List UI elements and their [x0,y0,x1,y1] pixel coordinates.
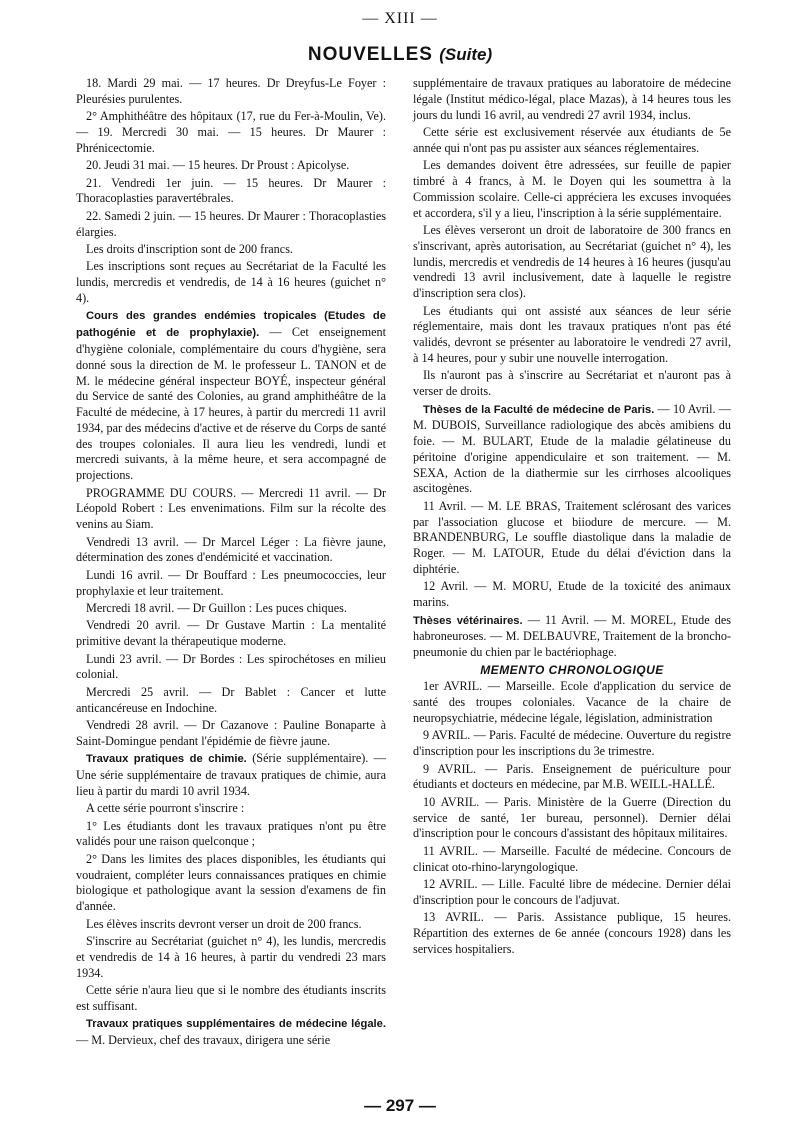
paragraph-text: Lundi 16 avril. — Dr Bouffard : Les pneumococcies, leur prophylaxie et leur traitement. [76,567,386,598]
paragraph-text: 2° Amphithéâtre des hôpitaux (17, rue du Fer-à-Moulin, Ve). — 19. Mercredi 30 mai. — 15 heures. Dr Maurer : Phrénicectomie. [76,109,386,155]
memento-heading: MEMENTO CHRONOLOGIQUE [480,662,664,677]
paragraph-text: Cette série n'aura lieu que si le nombre des étudiants inscrits est suffisant. [76,982,386,1013]
paragraph-text: Mercredi 18 avril. — Dr Guillon : Les puces chiques. [86,601,347,616]
page-number: — 297 — [364,1096,436,1115]
paragraph-text: 11 Avril. — M. LE BRAS, Traitement sclérosant des varices par l'association glucose et biiodure de mercure. — M. BRANDENBURG, Le souffle diastolique dans la maladie de Roger. — M. LATOUR, Etude du délai d'éviction dans la diphtérie. [413,498,731,577]
paragraph [413,579,731,611]
paragraph [413,844,731,876]
paragraph [76,1016,386,1049]
paragraph-text: Vendredi 13 avril. — Dr Marcel Léger : La fièvre jaune, détermination des zones d'endémicité et vaccination. [76,534,386,565]
paragraph-text: 22. Samedi 2 juin. — 15 heures. Dr Maurer : Thoracoplasties élargies. [76,208,386,239]
paragraph-text: 12 Avril. — M. MORU, Etude de la toxicité des animaux marins. [413,579,731,610]
paragraph-text: Mercredi 25 avril. — Dr Bablet : Cancer et lutte anticancéreuse en Indochine. [76,684,386,715]
paragraph [413,728,731,760]
paragraph-heading: Travaux pratiques de chimie. [86,753,247,766]
paragraph-text: 1er AVRIL. — Marseille. Ecole d'application du service de santé des troupes coloniales. Vacance de la chaire de neuropsychiatrie, médecine légale, législation, administration [413,679,731,726]
paragraph-heading: Cours des grandes endémies tropicales (Etudes de pathogénie et de prophylaxie). [76,310,386,340]
paragraph [413,795,731,842]
paragraph [413,402,731,498]
paragraph-heading: Thèses vétérinaires. [413,614,523,627]
paragraph-heading: Travaux pratiques supplémentaires de médecine légale. [86,1018,386,1031]
paragraph [413,125,731,157]
paragraph [76,486,386,533]
paragraph [413,762,731,794]
paragraph [76,259,386,306]
right-column [413,76,731,959]
paragraph-text: 12 AVRIL. — Lille. Faculté libre de médecine. Dernier délai d'inscription pour le concours de l'adjuvat. [413,876,731,907]
section-subtitle: (Suite) [439,45,493,64]
paragraph [76,685,386,717]
paragraph [76,601,386,617]
paragraph-text: 10 AVRIL. — Paris. Ministère de la Guerre (Direction du service de santé, 1er bureau, personnel). Dernier délai d'inscription pour le concours d'assistant des hôpitaux militaires. [413,794,731,841]
paragraph-text: (Série supplémentaire). — Une série supplémentaire de travaux pratiques de chimie, aura lieu à partir du mardi 10 avril 1934. [76,751,386,798]
paragraph-text: A cette série pourront s'inscrire : [86,801,245,816]
paragraph [76,158,386,174]
paragraph-text: 2° Dans les limites des places disponibles, les étudiants qui voudraient, compléter leurs connaissances pratiques en chimie biologique et pathologique avant la session d'examens de fin d'année. [76,851,386,914]
paragraph-text: Vendredi 20 avril. — Dr Gustave Martin : La mentalité primitive devant la thérapeutique moderne. [76,618,386,649]
paragraph-text: 11 AVRIL. — Marseille. Faculté de médecine. Concours de clinicat oto-rhino-laryngologique. [413,843,731,874]
section-title-text: NOUVELLES [307,44,433,65]
paragraph-text: 9 AVRIL. — Paris. Faculté de médecine. Ouverture du registre d'inscription pour les inscriptions du 3e trimestre. [413,728,731,759]
paragraph-text: Lundi 23 avril. — Dr Bordes : Les spirochétoses en milieu colonial. [76,651,386,682]
paragraph-text: Les inscriptions sont reçues au Secrétariat de la Faculté les lundis, mercredis et vendredis, de 14 à 16 heures (guichet n° 4). [76,259,386,305]
paragraph-text: — M. Dervieux, chef des travaux, dirigera une série [76,1032,331,1047]
paragraph-text: 13 AVRIL. — Paris. Assistance publique, 15 heures. Répartition des externes de 6e année (concours 1928) dans les services hospitaliers. [413,910,731,956]
paragraph-text: — 11 Avril. — M. MOREL, Etude des habroneuroses. — M. DELBAUVRE, Traitement de la broncho-pneumonie du chien par le bactériophage. [413,612,731,660]
paragraph [413,76,731,123]
paragraph-text: Vendredi 28 avril. — Dr Cazanove : Pauline Bonaparte à Saint-Domingue pendant l'épidémie de fièvre jaune. [76,717,386,748]
paragraph-text: 21. Vendredi 1er juin. — 15 heures. Dr Maurer : Thoracoplasties paravertébrales. [76,175,386,206]
paragraph [413,613,731,661]
paragraph [76,568,386,600]
paragraph [413,158,731,221]
paragraph [413,910,731,957]
paragraph [76,718,386,750]
paragraph-text: 9 AVRIL. — Paris. Enseignement de puériculture pour étudiants et docteurs en médecine, par M.B. WEILL-HALLÉ. [413,761,731,792]
paragraph [413,877,731,909]
paragraph [76,751,386,799]
roman-page-number: — XIII — [362,10,438,27]
paragraph [76,852,386,915]
paragraph [413,499,731,578]
paragraph [76,109,386,156]
paragraph-text: 1° Les étudiants dont les travaux pratiques n'ont pu être validés pour une raison quelconque ; [76,818,386,849]
paragraph-text: Les élèves verseront un droit de laboratoire de 300 francs en s'inscrivant, après autorisation, au Secrétariat (guichet n° 4), les lundis, mercredis et vendredis de 14 heures à 16 heures (jusqu'au vendredi 13 avril inclusivement, date à laquelle le registre d'inscription sera clos). [413,222,731,301]
paragraph [76,801,386,817]
paragraph [76,242,386,258]
paragraph [413,368,731,400]
paragraph-text: 18. Mardi 29 mai. — 17 heures. Dr Dreyfus-Le Foyer : Pleurésies purulentes. [76,76,386,106]
paragraph-text: PROGRAMME DU COURS. — Mercredi 11 avril. — Dr Léopold Robert : Les envenimations. Film sur la récolte des venins au Siam. [76,485,386,532]
paragraph-text: Les droits d'inscription sont de 200 francs. [86,241,293,256]
paragraph [76,917,386,933]
paragraph [76,176,386,208]
section-title [0,44,800,66]
paragraph-text: 20. Jeudi 31 mai. — 15 heures. Dr Proust : Apicolyse. [86,158,350,173]
paragraph [76,652,386,684]
paragraph-text: Les demandes doivent être adressées, sur feuille de papier timbré à 4 francs, à M. le Doyen qui les soumettra à la Commission scolaire. Celle-ci appréciera les excuses invoquées et accordera, s'il y a lieu, l'inscription à la série supplémentaire. [413,158,731,220]
paragraph-text: Les élèves inscrits devront verser un droit de 200 francs. [86,916,362,931]
paragraph [413,304,731,367]
paragraph-text: S'inscrire au Secrétariat (guichet n° 4), les lundis, mercredis et vendredis de 14 à 16 heures, à partir du vendredi 23 mars 1934. [76,933,386,980]
paragraph [413,223,731,302]
paragraph [76,308,386,484]
paragraph-text: Les étudiants qui ont assisté aux séances de leur série réglementaire, mais dont les travaux pratiques n'ont pas été validés, devront se présenter au laboratoire le vendredi 27 avril, à 14 heures, pour y subir une nouvelle interrogation. [413,303,731,365]
paragraph [76,618,386,650]
paragraph-text: supplémentaire de travaux pratiques au laboratoire de médecine légale (Institut médico-légal, place Mazas), à 14 heures tous les jours du lundi 16 avril, au vendredi 27 avril 1934, inclus. [413,76,731,122]
paragraph [413,679,731,726]
left-column [76,76,386,1050]
paragraph-text: — Cet enseignement d'hygiène coloniale, complémentaire du cours d'hygiène, sera donné sous la direction de M. le professeur L. TANON et de M. le médecine général inspecteur BOYÉ, inspecteur général du Service de santé des Colonies, au grand amphithéâtre de la Faculté de médecine, à 17 heures, à partir du mercredi 11 avril 1934, par des médecins d'active et de réserve du Corps de santé des troupes coloniales. Il aura lieu les vendredi, lundi et mercredi suivants, à la même heure, et sera accompagné de projections. [76,325,387,483]
paragraph [76,934,386,981]
paragraph-text: Ils n'auront pas à s'inscrire au Secrétariat et n'auront pas à verser de droits. [413,368,731,399]
paragraph [76,983,386,1015]
paragraph-text: Cette série est exclusivement réservée aux étudiants de 5e année qui n'ont pas pu assister aux séances réglementaires. [413,124,731,155]
paragraph [76,535,386,567]
paragraph [76,819,386,851]
paragraph-text: — 10 Avril. — M. DUBOIS, Surveillance radiologique des abcès amibiens du foie. — M. BULART, Etude de la maladie gélatineuse du péritoine d'origine appendiculaire et son traitement. — M. SEXA, Action de la diathermie sur les cirrhoses alcooliques ascitogènes. [413,401,731,496]
paragraph [76,209,386,241]
paragraph [76,76,386,108]
paragraph-heading: Thèses de la Faculté de médecine de Paris. [423,403,655,416]
